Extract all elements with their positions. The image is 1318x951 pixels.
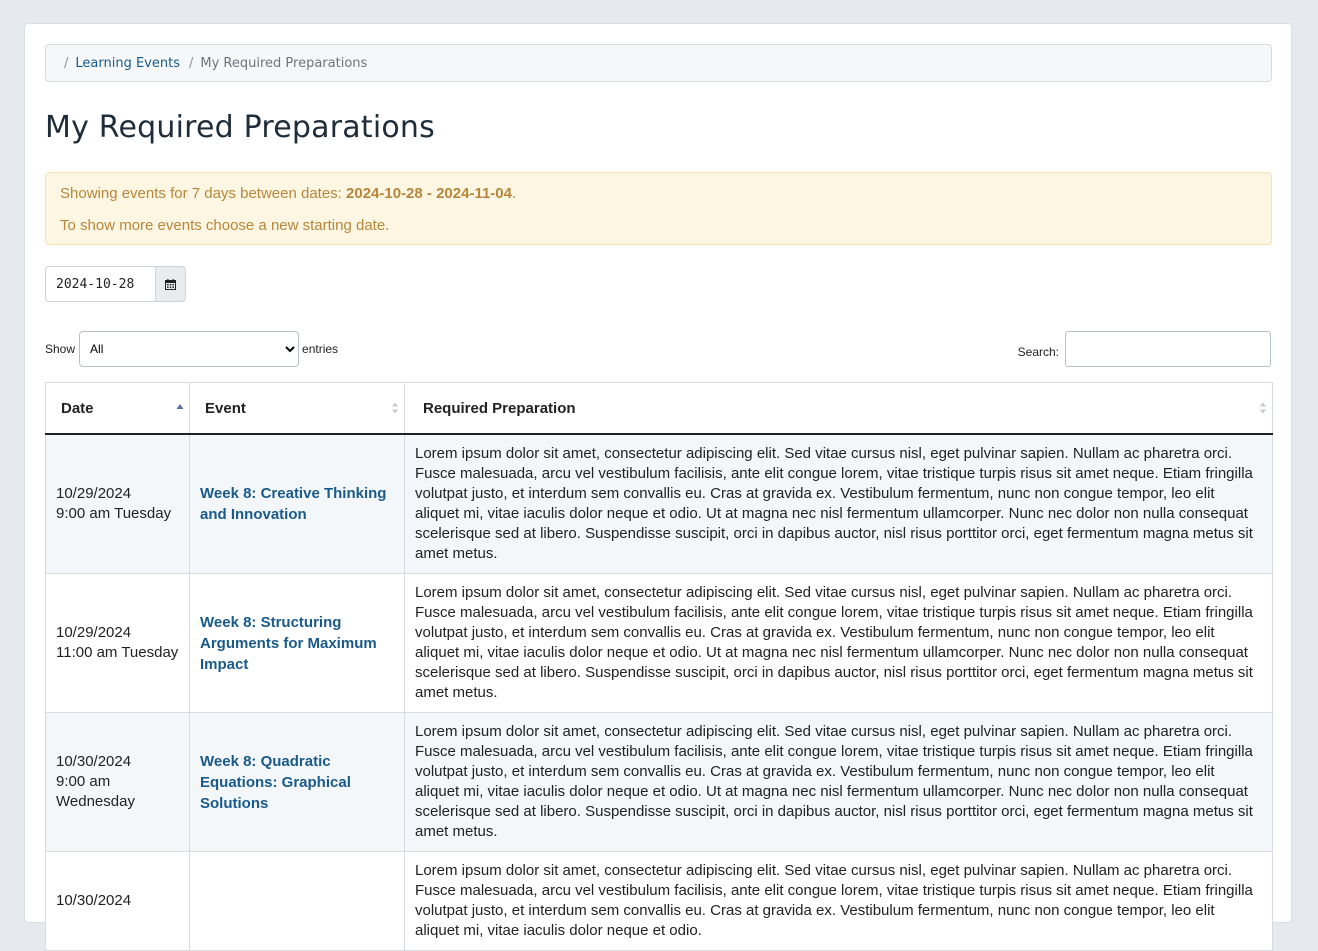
- sort-both-icon: [391, 401, 399, 415]
- column-header-date[interactable]: [46, 383, 190, 435]
- column-header-required-preparation[interactable]: [405, 383, 1273, 435]
- sort-ascending-icon: [176, 401, 184, 415]
- sort-both-icon: [1259, 401, 1267, 415]
- alert-date-range: 2024-10-28 - 2024-11-04: [346, 185, 512, 202]
- table-row: [46, 574, 1273, 713]
- start-date-input[interactable]: [45, 266, 155, 302]
- breadcrumb-current: My Required Preparations: [200, 55, 368, 71]
- date-cell: [46, 434, 190, 574]
- event-time: 9:00 am Tuesday: [56, 505, 172, 522]
- event-date: 10/30/2024: [56, 892, 132, 909]
- table-header-row: [46, 383, 1273, 435]
- preparation-cell: Lorem ipsum dolor sit amet, consectetur adipiscing elit. Sed vitae cursus nisl, eget pulvinar sapien. Nullam ac pharetra orci. Fusce malesuada, arcu vel vestibulum facilisis, ante elit congue lorem, vitae tristique turpis risus sit amet neque. Etiam fringilla volutpat justo, et interdum sem convallis eu. Cras at gravida ex. Vestibulum fermentum, nunc non congue tempor, leo elit aliquet mi, vitae iaculis dolor neque et odio. Ut at magna nec nisl fermentum ullamcorper. Nunc nec dolor non nulla consequat scelerisque sed at libero. Suspendisse suscipit, orci in dapibus auctor, nisl risus porttitor orci, eget fermentum magna metus sit amet metus.: [405, 713, 1273, 852]
- breadcrumb-link-learning-events[interactable]: Learning Events: [75, 55, 180, 71]
- event-time: 9:00 am Wednesday: [56, 773, 135, 810]
- date-range-alert: [45, 172, 1272, 245]
- start-date-picker: [45, 266, 186, 302]
- table-search-control: [1018, 331, 1271, 367]
- breadcrumb-separator: /: [188, 55, 194, 71]
- column-header-event[interactable]: [190, 383, 405, 435]
- event-cell: [190, 434, 405, 574]
- date-cell: [46, 852, 190, 951]
- table-row: [46, 713, 1273, 852]
- column-label: Required Preparation: [423, 399, 576, 417]
- event-date: 10/29/2024: [56, 624, 132, 641]
- page-title: My Required Preparations: [45, 110, 435, 145]
- preparation-cell: Lorem ipsum dolor sit amet, consectetur adipiscing elit. Sed vitae cursus nisl, eget pulvinar sapien. Nullam ac pharetra orci. Fusce malesuada, arcu vel vestibulum facilisis, ante elit congue lorem, vitae tristique turpis risus sit amet neque. Etiam fringilla volutpat justo, et interdum sem convallis eu. Cras at gravida ex. Vestibulum fermentum, nunc non congue tempor, leo elit aliquet mi, vitae iaculis dolor neque et odio. Ut at magna nec nisl fermentum ullamcorper. Nunc nec dolor non nulla consequat scelerisque sed at libero. Suspendisse suscipit, orci in dapibus auctor, nisl risus porttitor orci, eget fermentum magna metus sit amet metus.: [405, 434, 1273, 574]
- event-cell: [190, 852, 405, 951]
- calendar-icon: [165, 279, 176, 290]
- table-row: [46, 434, 1273, 574]
- search-input[interactable]: [1065, 331, 1271, 367]
- main-card: [24, 23, 1292, 939]
- date-cell: [46, 574, 190, 713]
- event-link[interactable]: Week 8: Quadratic Equations: Graphical Solutions: [200, 752, 351, 812]
- event-link[interactable]: Week 8: Structuring Arguments for Maximum Impact: [200, 613, 377, 673]
- column-label: Date: [61, 399, 94, 417]
- event-cell: [190, 713, 405, 852]
- preparation-cell: Lorem ipsum dolor sit amet, consectetur adipiscing elit. Sed vitae cursus nisl, eget pulvinar sapien. Nullam ac pharetra orci. Fusce malesuada, arcu vel vestibulum facilisis, ante elit congue lorem, vitae tristique turpis risus sit amet neque. Etiam fringilla volutpat justo, et interdum sem convallis eu. Cras at gravida ex. Vestibulum fermentum, nunc non congue tempor, leo elit aliquet mi, vitae iaculis dolor neque et odio.: [405, 852, 1273, 951]
- search-label: Search:: [1017, 345, 1059, 359]
- date-cell: [46, 713, 190, 852]
- column-label: Event: [205, 399, 246, 417]
- preparation-cell: Lorem ipsum dolor sit amet, consectetur adipiscing elit. Sed vitae cursus nisl, eget pulvinar sapien. Nullam ac pharetra orci. Fusce malesuada, arcu vel vestibulum facilisis, ante elit congue lorem, vitae tristique turpis risus sit amet neque. Etiam fringilla volutpat justo, et interdum sem convallis eu. Cras at gravida ex. Vestibulum fermentum, nunc non congue tempor, leo elit aliquet mi, vitae iaculis dolor neque et odio. Ut at magna nec nisl fermentum ullamcorper. Nunc nec dolor non nulla consequat scelerisque sed at libero. Suspendisse suscipit, orci in dapibus auctor, nisl risus porttitor orci, eget fermentum magna metus sit amet metus.: [405, 574, 1273, 713]
- entries-label: entries: [302, 342, 339, 356]
- calendar-button[interactable]: [155, 266, 186, 302]
- event-cell: [190, 574, 405, 713]
- preparations-table: [45, 382, 1273, 951]
- breadcrumb-separator: /: [64, 55, 69, 71]
- show-label: Show: [45, 342, 76, 356]
- alert-range-line: [60, 185, 516, 202]
- event-date: 10/30/2024: [56, 753, 132, 770]
- event-link[interactable]: Week 8: Creative Thinking and Innovation: [200, 485, 387, 523]
- event-date: 10/29/2024: [56, 485, 132, 502]
- entries-length-select[interactable]: [79, 331, 299, 367]
- breadcrumb: [45, 44, 1272, 82]
- event-time: 11:00 am Tuesday: [56, 644, 179, 661]
- entries-length-control: [45, 331, 338, 367]
- alert-prefix: Showing events for 7 days between dates:: [60, 185, 347, 202]
- table-row: [46, 852, 1273, 951]
- alert-hint-line: To show more events choose a new starting date.: [60, 217, 390, 234]
- alert-suffix: .: [511, 185, 517, 202]
